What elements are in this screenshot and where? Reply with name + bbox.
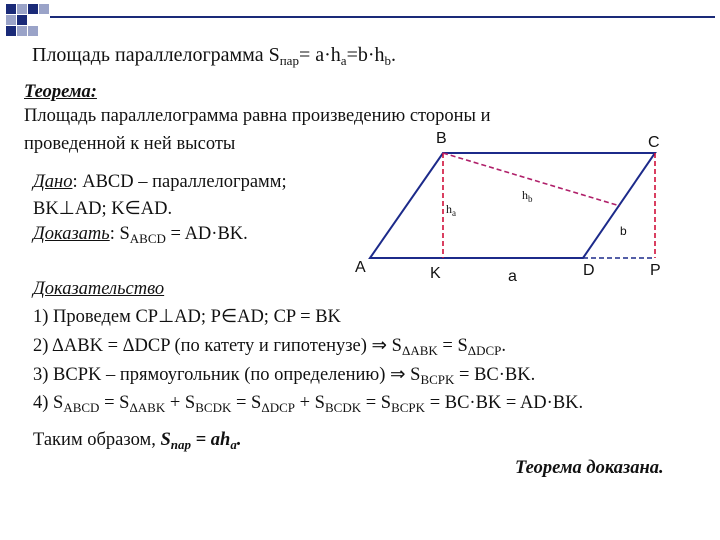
parallelogram-figure: [340, 130, 720, 290]
theorem-line-2: проведенной к ней высоты: [24, 134, 236, 154]
label-hb: $h_b$: [522, 188, 533, 204]
top-rule: [50, 16, 715, 18]
proof-heading: Доказательство: [33, 279, 165, 299]
proof-step-3: 3) BCPK – прямоугольник (по определению) ⇒ $S_{BCPK} = BC\cdot BK$.: [33, 365, 536, 387]
prove-line: Доказать: $S_{ABCD} = AD\cdot BK$.: [33, 224, 248, 246]
label-C: C: [648, 134, 660, 151]
page-title: Площадь параллелограмма $S_{пар}= a\cdot h_a=b\cdot h_b$.: [32, 44, 397, 68]
label-b: b: [620, 224, 627, 238]
label-P: P: [650, 262, 661, 279]
label-ha: $h_a$: [446, 202, 456, 218]
label-A: A: [355, 259, 366, 276]
theorem-proved: Теорема доказана.: [515, 458, 664, 478]
proof-step-2: 2) ΔABK = ΔDCP (по катету и гипотенузе) ⇒ $S_{\Delta ABK} = S_{\Delta DCP}$.: [33, 336, 507, 358]
decor-square-2: [17, 4, 27, 14]
given-line-1: Дано: ABCD – параллелограмм;: [33, 172, 287, 192]
decor-square-4: [39, 4, 49, 14]
decor-square-1: [6, 4, 16, 14]
decor-square-7: [6, 26, 16, 36]
label-B: B: [436, 130, 447, 147]
given-line-2: BK⊥AD; K∈AD.: [33, 199, 173, 219]
label-a: a: [508, 268, 517, 285]
label-D: D: [583, 262, 595, 279]
theorem-line-1: Площадь параллелограмма равна произведению стороны и: [24, 106, 491, 126]
proof-step-4: 4) $S_{ABCD} = S_{\Delta ABK} + S_{BCDK} = S_{\Delta DCP} + S_{BCDK} = S_{BCPK} = BC\cdot BK = AD\cdot BK$.: [33, 393, 584, 415]
theorem-heading: Теорема:: [24, 82, 97, 102]
decor-square-6: [17, 15, 27, 25]
proof-step-1: 1) Проведем CP⊥AD; P∈AD; CP = BK: [33, 307, 341, 327]
label-K: K: [430, 265, 441, 282]
parallelogram-shape: [370, 153, 655, 258]
decor-square-8: [17, 26, 27, 36]
decor-square-5: [6, 15, 16, 25]
decor-square-9: [28, 26, 38, 36]
decor-square-3: [28, 4, 38, 14]
conclusion: Таким образом, $S_{пар} = ah_a$.: [33, 430, 242, 452]
